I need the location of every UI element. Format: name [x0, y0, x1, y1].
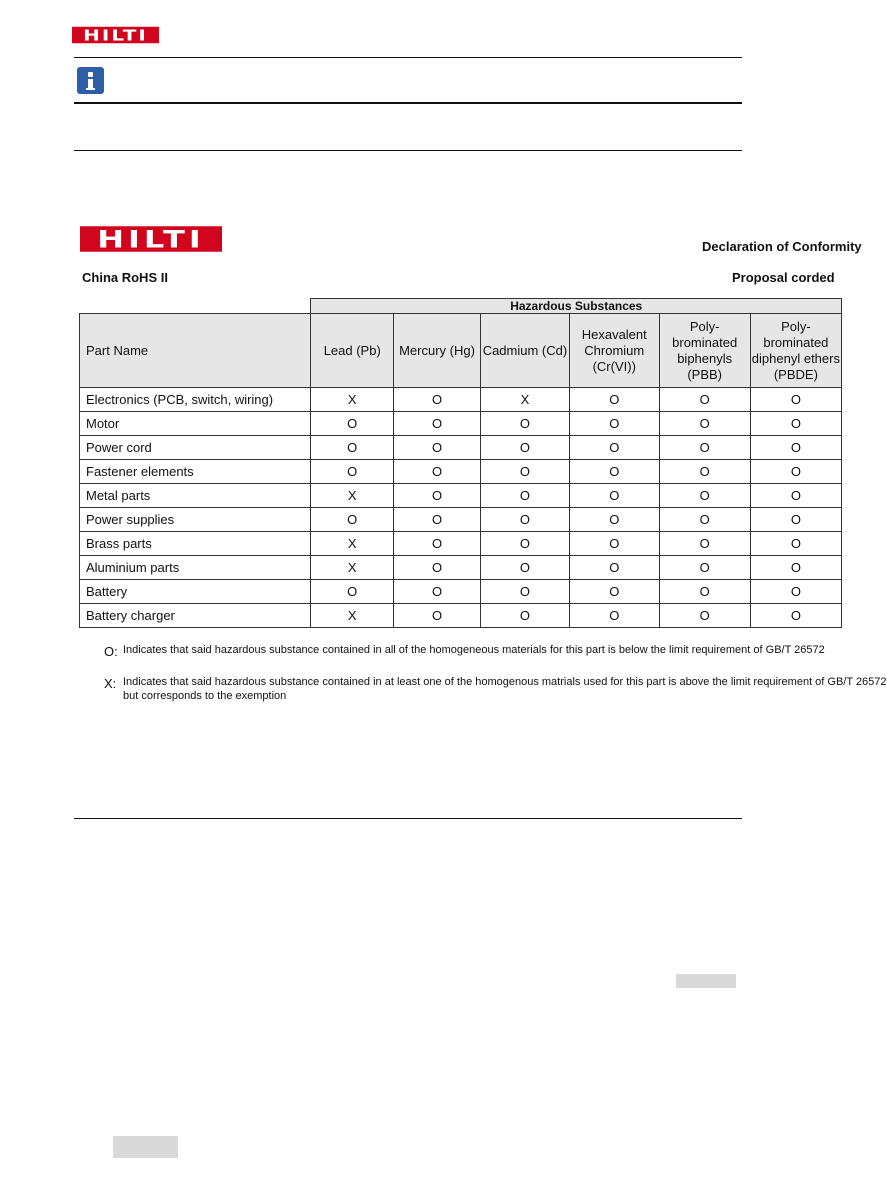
substance-cell: X — [311, 388, 394, 412]
column-header: Poly-brominated biphenyls (PBB) — [659, 314, 750, 388]
table-row — [80, 388, 842, 412]
part-name-cell: Power supplies — [80, 508, 311, 532]
proposal-heading: Proposal corded — [732, 270, 835, 285]
substance-cell: O — [394, 532, 481, 556]
substance-cell: O — [394, 556, 481, 580]
part-name-cell: Fastener elements — [80, 460, 311, 484]
part-name-cell: Electronics (PCB, switch, wiring) — [80, 388, 311, 412]
declaration-hilti-logo: HILTI — [80, 226, 222, 252]
substance-cell: O — [659, 436, 750, 460]
column-header: Cadmium (Cd) — [480, 314, 569, 388]
table-row — [80, 460, 842, 484]
part-name-cell: Battery — [80, 580, 311, 604]
o-note-mark: O: — [104, 644, 118, 659]
section-rule — [74, 150, 742, 151]
substance-cell: O — [569, 388, 659, 412]
substance-cell: X — [311, 604, 394, 628]
substance-cell: O — [659, 532, 750, 556]
substance-cell: O — [750, 508, 841, 532]
substance-cell: O — [480, 412, 569, 436]
substance-cell: O — [480, 580, 569, 604]
substance-cell: O — [394, 580, 481, 604]
substance-cell: O — [480, 604, 569, 628]
o-note-text: Indicates that said hazardous substance contained in all of the homogeneous materials for this part is below the limit requirement of GB/T 26572 — [123, 644, 825, 656]
substance-cell: O — [569, 604, 659, 628]
substance-cell: O — [659, 508, 750, 532]
substance-cell: O — [569, 556, 659, 580]
column-header: Mercury (Hg) — [394, 314, 481, 388]
bottom-rule — [74, 818, 742, 819]
substance-cell: O — [311, 508, 394, 532]
substance-cell: O — [480, 508, 569, 532]
substance-cell: O — [750, 460, 841, 484]
substance-cell: O — [311, 580, 394, 604]
table-row — [80, 556, 842, 580]
substance-cell: X — [311, 532, 394, 556]
substance-cell: O — [750, 412, 841, 436]
substance-cell: O — [659, 556, 750, 580]
substance-cell: O — [311, 460, 394, 484]
substance-cell: O — [394, 388, 481, 412]
substance-cell: O — [750, 604, 841, 628]
substance-cell: O — [480, 484, 569, 508]
substance-cell: O — [750, 532, 841, 556]
substance-cell: O — [394, 436, 481, 460]
page-ref-placeholder — [676, 974, 736, 988]
substance-cell: O — [750, 580, 841, 604]
hazardous-substances-header: Hazardous Substances — [311, 299, 842, 314]
substance-cell: O — [659, 412, 750, 436]
substance-cell: O — [394, 508, 481, 532]
substance-cell: O — [659, 484, 750, 508]
substance-cell: O — [394, 484, 481, 508]
substance-cell: O — [569, 508, 659, 532]
column-header: Part Name — [80, 314, 311, 388]
info-rule — [74, 102, 742, 104]
substance-cell: O — [480, 556, 569, 580]
rohs-table — [79, 298, 842, 628]
info-icon — [77, 67, 104, 94]
substance-cell: O — [659, 388, 750, 412]
footer-placeholder — [113, 1136, 178, 1158]
part-name-cell: Aluminium parts — [80, 556, 311, 580]
table-row — [80, 508, 842, 532]
substance-cell: O — [750, 436, 841, 460]
substance-cell: O — [569, 436, 659, 460]
column-header: Hexavalent Chromium (Cr(VI)) — [569, 314, 659, 388]
part-name-cell: Metal parts — [80, 484, 311, 508]
substance-cell: O — [659, 580, 750, 604]
substance-cell: O — [394, 604, 481, 628]
china-rohs-heading: China RoHS II — [82, 270, 168, 285]
substance-cell: O — [569, 412, 659, 436]
substance-cell: O — [750, 388, 841, 412]
substance-cell: X — [480, 388, 569, 412]
table-row — [80, 532, 842, 556]
substance-cell: O — [569, 460, 659, 484]
hilti-logo: HILTI — [72, 27, 159, 44]
substance-cell: O — [750, 484, 841, 508]
column-header: Lead (Pb) — [311, 314, 394, 388]
substance-cell: O — [311, 436, 394, 460]
table-row — [80, 604, 842, 628]
substance-cell: X — [311, 484, 394, 508]
substance-cell: O — [480, 436, 569, 460]
substance-cell: X — [311, 556, 394, 580]
substance-cell: O — [750, 556, 841, 580]
part-name-cell: Motor — [80, 412, 311, 436]
part-name-cell: Power cord — [80, 436, 311, 460]
x-note-text: Indicates that said hazardous substance contained in at least one of the homogenous matrials used for this part is above the limit requirement of GB/T 26572 — [123, 676, 887, 688]
substance-cell: O — [659, 604, 750, 628]
table-row — [80, 580, 842, 604]
substance-cell: O — [394, 460, 481, 484]
header-rule — [74, 57, 742, 58]
substance-cell: O — [480, 460, 569, 484]
part-name-cell: Battery charger — [80, 604, 311, 628]
substance-cell: O — [394, 412, 481, 436]
substance-cell: O — [480, 532, 569, 556]
substance-cell: O — [311, 412, 394, 436]
column-header: Poly-brominated diphenyl ethers (PBDE) — [750, 314, 841, 388]
substance-cell: O — [569, 580, 659, 604]
substance-cell: O — [569, 532, 659, 556]
declaration-title: Declaration of Conformity — [702, 239, 862, 254]
substance-cell: O — [659, 460, 750, 484]
substance-cell: O — [569, 484, 659, 508]
x-note-mark: X: — [104, 676, 117, 691]
table-row — [80, 412, 842, 436]
table-row — [80, 484, 842, 508]
table-row — [80, 436, 842, 460]
part-name-cell: Brass parts — [80, 532, 311, 556]
table-corner — [80, 299, 311, 314]
x-note-text-continued: but corresponds to the exemption — [123, 690, 287, 702]
